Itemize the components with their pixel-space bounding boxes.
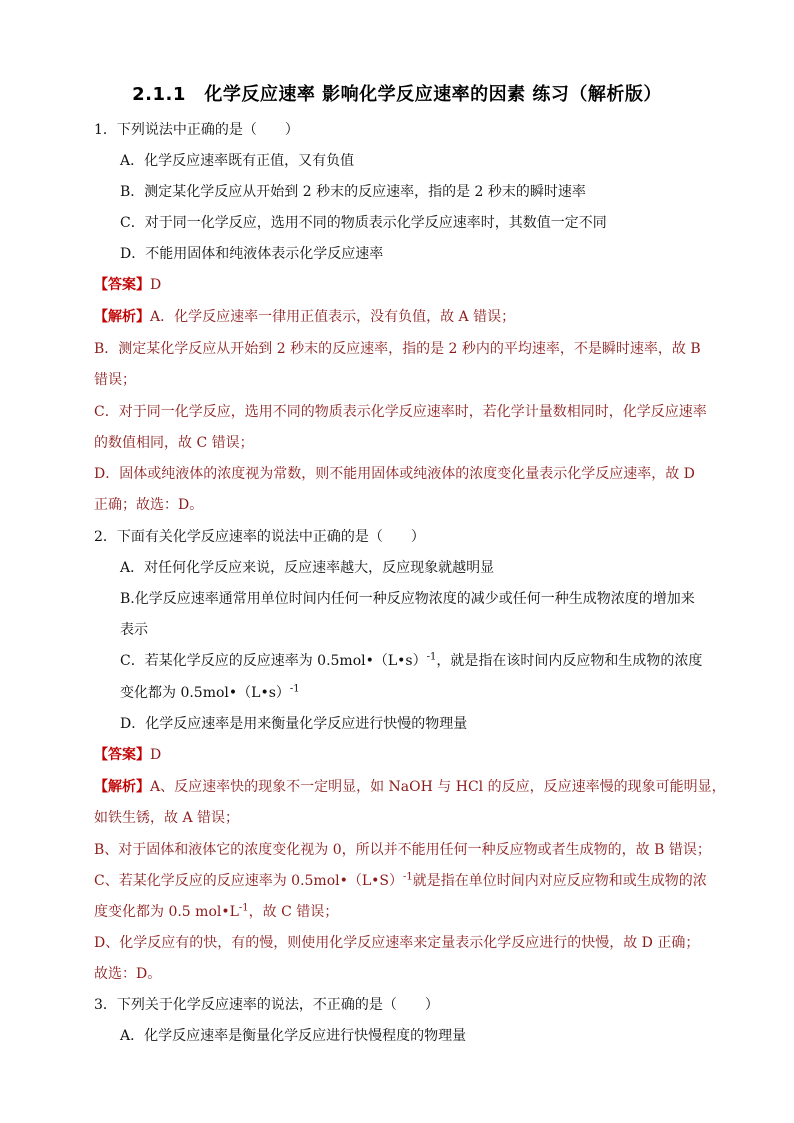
analysis-text: B．测定某化学反应从开始到 2 秒末的反应速率，指的是 2 秒内的平均速率，不是瞬时速率，故 B [94, 341, 701, 357]
analysis-text: D．固体或纯液体的浓度视为常数，则不能用固体或纯液体的浓度变化量表示化学反应速率，故 D [94, 466, 695, 482]
analysis-text: ，故 C 错误； [248, 904, 339, 920]
analysis-text: A．化学反应速率一律用正值表示，没有负值，故 A 错误； [150, 309, 516, 325]
analysis-text: A、反应速率快的现象不一定明显，如 NaOH 与 HCl 的反应，反应速率慢的现象可能明显， [150, 779, 726, 795]
answer-tag: 【答案】 [94, 747, 150, 763]
question-2-option-a: A．对任何化学反应来说，反应速率越大，反应现象就越明显 [120, 560, 495, 576]
question-2-option-c [120, 652, 702, 670]
analysis-text: 就是指在单位时间内对应反应物和或生成物的浓 [412, 873, 707, 889]
question-2-option-c-cont [120, 684, 300, 702]
question-1-option-d: D．不能用固体和纯液体表示化学反应速率 [120, 246, 384, 262]
answer-value: D [150, 747, 162, 763]
analysis-text: B、对于固体和液体它的浓度变化视为 0，所以并不能用任何一种反应物或者生成物的，故 B 错误； [94, 842, 711, 858]
analysis-text: 故选：D。 [94, 966, 162, 982]
analysis-text: 度变化都为 0.5 mol•L [94, 904, 239, 920]
option-text: 变化都为 0.5mol•（L•s） [120, 685, 290, 701]
page-title: 2.1.1 化学反应速率 影响化学反应速率的因素 练习（解析版） [132, 84, 662, 105]
option-text: ，就是指在该时间内反应物和生成物的浓度 [436, 653, 703, 669]
question-1-answer [94, 276, 161, 294]
question-1-option-c: C．对于同一化学反应，选用不同的物质表示化学反应速率时，其数值一定不同 [120, 215, 607, 231]
question-2-stem: 2．下面有关化学反应速率的说法中正确的是（ ） [94, 529, 425, 545]
question-1-stem: 1．下列说法中正确的是（ ） [94, 122, 299, 138]
question-2-analysis-line [94, 778, 726, 796]
answer-tag: 【答案】 [94, 277, 150, 293]
question-2-option-b-cont: 表示 [120, 622, 148, 638]
option-text: C．若某化学反应的反应速率为 0.5mol•（L•s） [120, 653, 427, 669]
analysis-text [94, 872, 707, 890]
question-1-option-b: B．测定某化学反应从开始到 2 秒末的反应速率，指的是 2 秒末的瞬时速率 [120, 184, 586, 200]
analysis-tag: 【解析】 [94, 309, 150, 325]
analysis-text: 的数值相同，故 C 错误； [94, 435, 254, 451]
question-2-answer [94, 746, 161, 764]
question-1-option-a: A．化学反应速率既有正值，又有负值 [120, 153, 355, 169]
question-3-stem: 3．下列关于化学反应速率的说法，不正确的是（ ） [94, 997, 439, 1013]
question-2-option-b: B.化学反应速率通常用单位时间内任何一种反应物浓度的减少或任何一种生成物浓度的增加来 [120, 591, 695, 607]
exponent: -1 [426, 651, 437, 663]
analysis-text: C．对于同一化学反应，选用不同的物质表示化学反应速率时，若化学计量数相同时，化学反应速率 [94, 404, 707, 420]
exponent: -1 [403, 871, 413, 883]
exponent: -1 [238, 902, 249, 914]
analysis-text: C、若某化学反应的反应速率为 0.5mol•（L•S） [94, 873, 404, 889]
question-3-option-a: A．化学反应速率是衡量化学反应进行快慢程度的物理量 [120, 1028, 467, 1044]
analysis-text [94, 903, 338, 921]
analysis-text: 错误； [94, 372, 136, 388]
analysis-text: 正确；故选：D。 [94, 497, 204, 513]
exponent: -1 [289, 683, 300, 695]
question-2-option-d: D．化学反应速率是用来衡量化学反应进行快慢的物理量 [120, 716, 468, 732]
analysis-text: 如铁生锈，故 A 错误； [94, 810, 240, 826]
answer-value: D [150, 277, 162, 293]
question-1-analysis-line [94, 308, 515, 326]
analysis-text: D、化学反应有的快，有的慢，则使用化学反应速率来定量表示化学反应进行的快慢，故 D 正确； [94, 935, 700, 951]
analysis-tag: 【解析】 [94, 779, 150, 795]
